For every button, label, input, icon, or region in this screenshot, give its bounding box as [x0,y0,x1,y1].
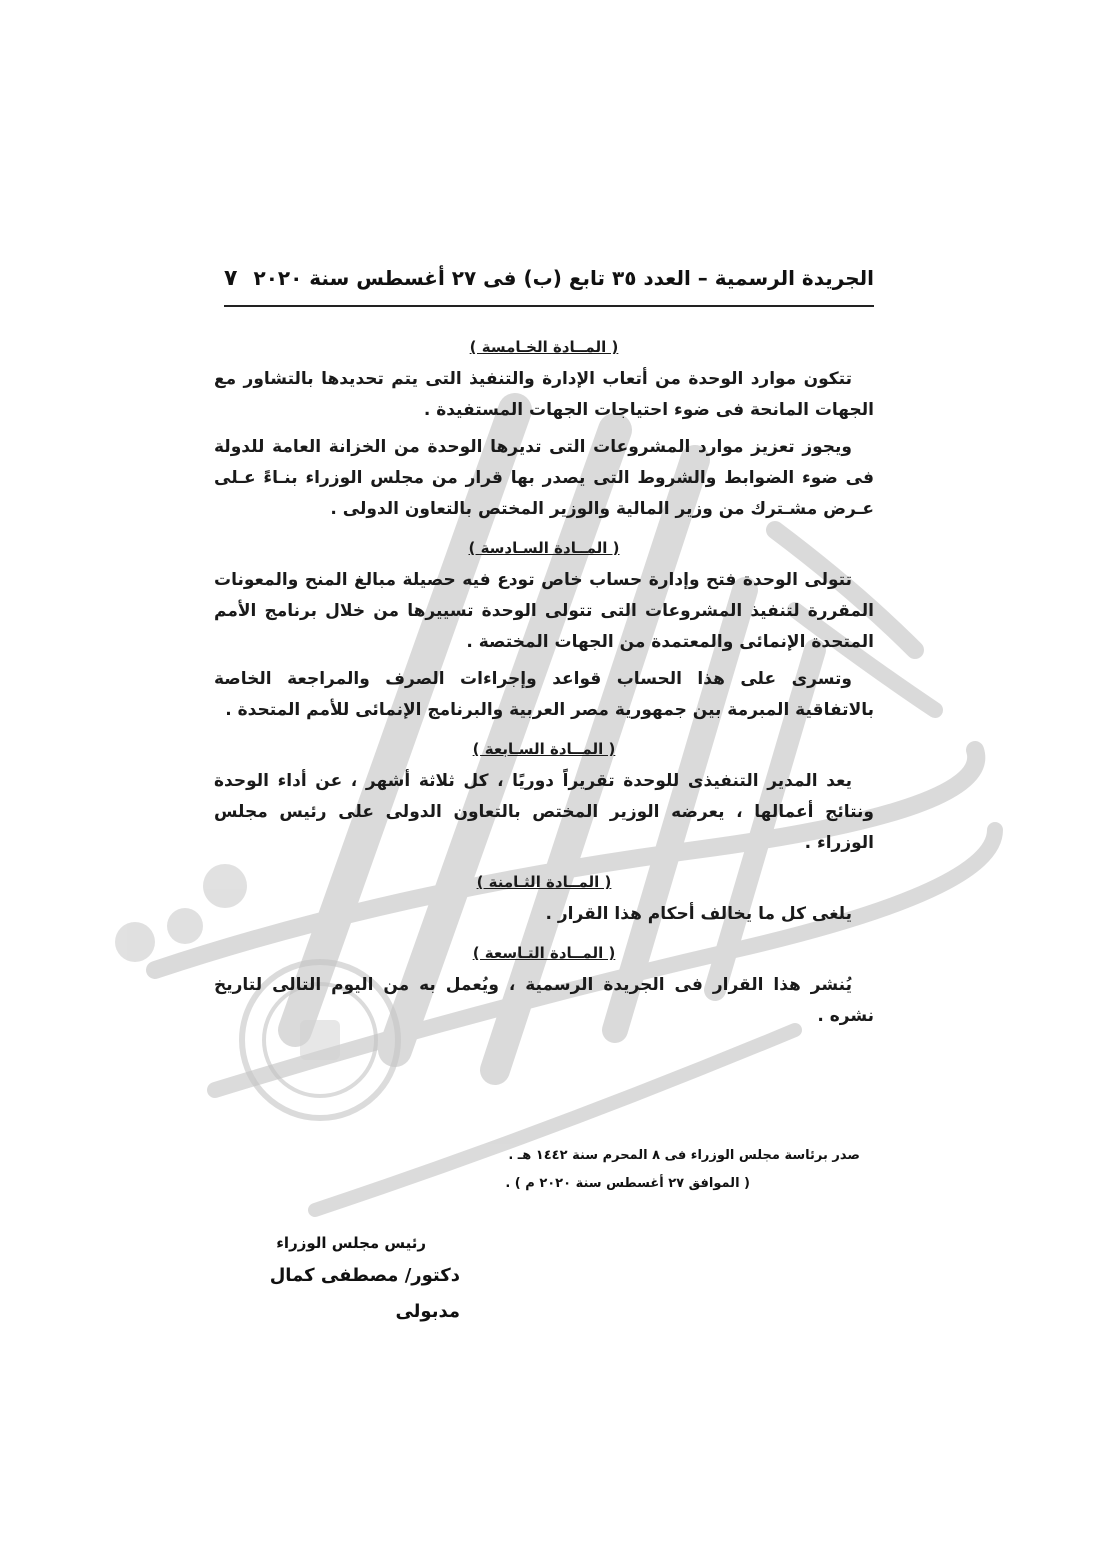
article-paragraph: يلغى كل ما يخالف أحكام هذا القرار . [545,904,852,924]
article-5 [214,330,874,525]
article-7 [214,732,874,859]
signatory-name: دكتور/ مصطفى كمال مدبولى [269,1265,460,1322]
article-9 [214,936,874,1032]
decree-body [214,330,874,1038]
page-number: ٧ [224,265,238,291]
article-title: ( المــادة الخـامسة ) [469,338,619,356]
article-title: ( المــادة التـاسعة ) [472,944,616,962]
article-paragraph: يعد المدير التنفيذى للوحدة تقريراً دوريًا ، كل ثلاثة أشهر ، عن أداء الوحدة ونتائج أعمالها ، يعرضه الوزير المختص بالتعاون الدولى على رئيس مجلس الوزراء . [214,771,874,853]
header-publication: الجريدة الرسمية – العدد ٣٥ تابع (ب) فى ٢٧ أغسطس سنة ٢٠٢٠ [253,266,874,290]
article-title: ( المــادة الثـامنة ) [476,873,612,891]
article-8 [214,865,874,930]
article-title: ( المــادة السـابعة ) [472,740,616,758]
article-6 [214,531,874,726]
gazette-header [224,258,874,298]
issuance-block [400,1142,860,1198]
signature-block [240,1228,460,1330]
article-title: ( المــادة السـادسة ) [468,539,620,557]
article-paragraph: تتكون موارد الوحدة من أتعاب الإدارة والتنفيذ التى يتم تحديدها بالتشاور مع الجهات المانحة فى ضوء احتياجات الجهات المستفيدة . [214,369,874,420]
article-paragraph: تتولى الوحدة فتح وإدارة حساب خاص تودع فيه حصيلة مبالغ المنح والمعونات المقررة لتنفيذ المشروعات التى تتولى الوحدة تسييرها من خلال برنامج الأمم المتحدة الإنمائى والمعتمدة من الجهات المختصة . [214,570,874,652]
article-paragraph: ويجوز تعزيز موارد المشروعات التى تديرها الوحدة من الخزانة العامة للدولة فى ضوء الضوابط والشروط التى يصدر بها قرار من مجلس الوزراء بنـاءً عـلى عـرض مشـترك من وزير المالية والوزير المختص بالتعاون الدولى . [214,437,874,519]
issued-hijri-date: صدر برئاسة مجلس الوزراء فى ٨ المحرم سنة ١٤٤٢ هـ . [508,1148,860,1163]
signatory-role: رئيس مجلس الوزراء [276,1234,426,1252]
article-paragraph: وتسرى على هذا الحساب قواعد وإجراءات الصرف والمراجعة الخاصة بالاتفاقية المبرمة بين جمهورية مصر العربية والبرنامج الإنمائى للأمم المتحدة . [214,669,874,720]
issued-gregorian-date: ( الموافق ٢٧ أغسطس سنة ٢٠٢٠ م ) . [505,1176,750,1191]
article-paragraph: يُنشر هذا القرار فى الجريدة الرسمية ، ويُعمل به من اليوم التالى لتاريخ نشره . [214,975,874,1026]
header-divider [224,305,874,307]
